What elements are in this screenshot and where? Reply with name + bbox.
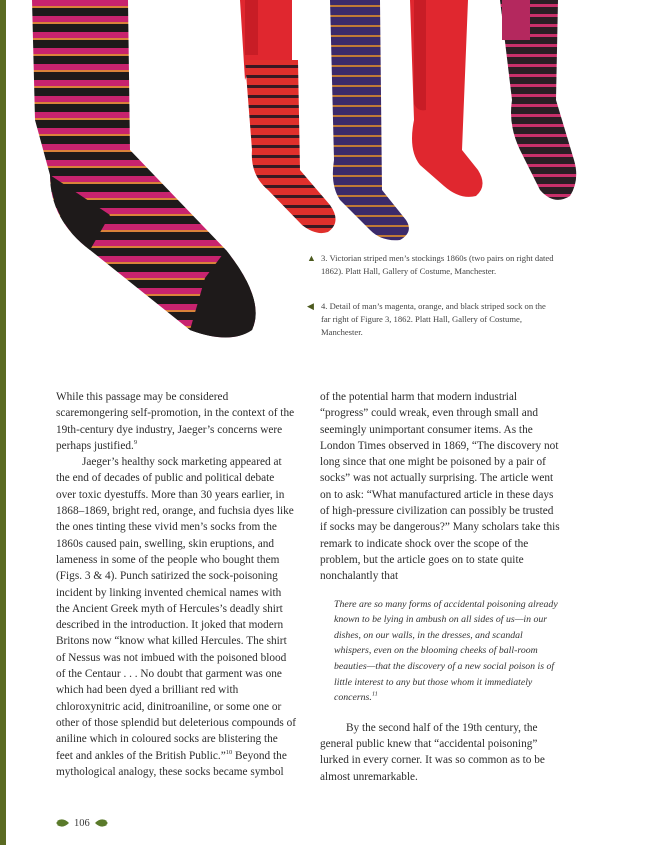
page-spine-bar — [0, 0, 6, 845]
striped-socks-photo — [30, 0, 586, 345]
block-quote-text: There are so many forms of accidental poisoning already known to be lying in ambush on all sides of us—in our dishes, on our walls, in the dresses, and scandal whispers, even on the blooming cheeks of ball-room beauties—that the discovery of a new social poison is of little interest to any but those whom it immediately concerns. — [334, 598, 558, 704]
caption-figure-4 — [307, 300, 556, 339]
endnote-10: 10 — [225, 748, 233, 756]
left-text-column — [56, 389, 296, 780]
page-number: 106 — [74, 817, 90, 829]
right-text-column — [320, 389, 562, 785]
left-paragraph-1-text: While this passage may be considered scaremongering self-promotion, in the context of the 19th-century dye industry, Jaeger’s concerns were perhaps justified. — [56, 391, 295, 452]
caption-4-text: 4. Detail of man’s magenta, orange, and black striped sock on the far right of Figure 3, 1862. Platt Hall, Gallery of Costume, Manchester. — [321, 301, 546, 337]
left-leaf-ornament-icon — [54, 815, 70, 831]
magenta-striped-sock — [32, 0, 256, 338]
purple-striped-stocking — [330, 0, 409, 240]
left-paragraph-2-tail: Beyond the mythological analogy, these socks became symbol — [56, 749, 287, 778]
red-striped-stocking — [240, 0, 336, 233]
left-paragraph-1 — [56, 389, 296, 454]
magenta-black-stocking — [500, 0, 576, 200]
triangle-up-icon: ▲ — [307, 253, 316, 263]
right-paragraph-2: By the second half of the 19th century, the general public knew that “accidental poisoning” lurked in every corner. It was so common as to be almost unremarkable. — [320, 721, 545, 783]
triangle-left-icon: ◀ — [307, 301, 314, 311]
caption-3-text: 3. Victorian striped men’s stockings 1860s (two pairs on right dated 1862). Platt Hall, Gallery of Costume, Manchester. — [321, 253, 554, 276]
endnote-11: 11 — [371, 690, 378, 698]
left-paragraph-2-text: Jaeger’s healthy sock marketing appeared at the end of decades of public and political debate over toxic dyestuffs. More than 30 years earlier, in 1868–1869, bright red, orange, and fuchsia dyes like the ones tinting these vivid men’s socks from the 1860s caused pain, swelling, skin eruptions, and lameness in some of the people who bought them (Figs. 3 & 4). Punch satirized the sock-poisoning incident by linking invented chemical names with the Ancient Greek myth of Hercules’s deadly shirt described in the introduction. It joked that modern Britons now “know what killed Hercules. The shirt of Nessus was not imbued with the poisoned blood of the Centaur . . . No doubt that garment was one which had been dyed a brilliant red with chloroxynitric acid, dinitroaniline, or some one or other of those splendid but deleterious compounds of aniline which in coloured socks are blistering the feet and ankles of the British Public.” — [56, 456, 297, 762]
block-quote — [334, 597, 562, 706]
right-paragraph-1: of the potential harm that modern industrial “progress” could wreak, even through small and seemingly unimportant consumer items. As the London Times observed in 1869, “The discovery not long since that one might be poisoned by a pair of socks” was not actually surprising. The article went on to ask: “What manufactured article in these days of high-pressure civilization can possibly be trusted if socks may be dangerous?” Many scholars take this remark to indicate shock over the scope of the problem, but the article goes on to state quite nonchalantly that — [320, 391, 560, 583]
endnote-9: 9 — [133, 439, 138, 447]
caption-figure-3 — [307, 252, 556, 278]
left-paragraph-2 — [56, 454, 296, 780]
right-leaf-ornament-icon — [94, 815, 110, 831]
solid-red-stocking — [410, 0, 483, 197]
page-folio — [54, 815, 110, 831]
